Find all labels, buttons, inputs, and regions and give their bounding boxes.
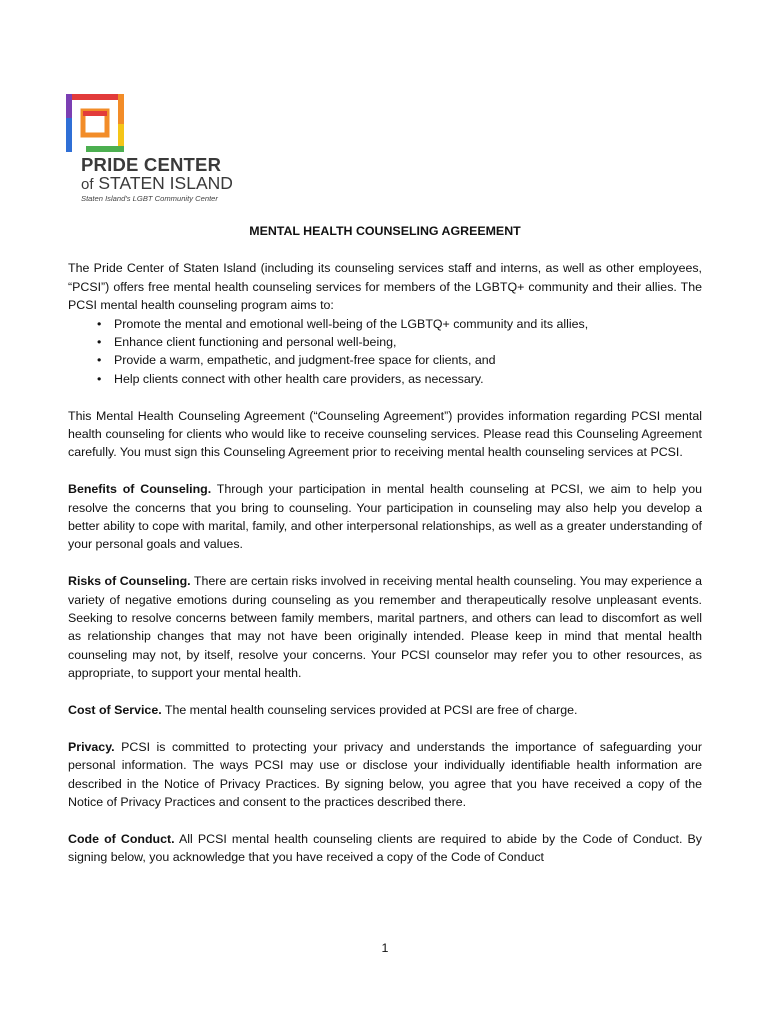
logo-bar-purple — [66, 94, 72, 118]
logo-bar-blue — [66, 114, 72, 152]
logo-inner-accent — [83, 111, 107, 116]
list-item — [97, 333, 702, 351]
section-heading: Code of Conduct. — [68, 831, 175, 846]
rainbow-square-logo-icon — [66, 94, 124, 152]
logo-sub-name: STATEN ISLAND — [93, 173, 233, 193]
intro-paragraph: The Pride Center of Staten Island (including its counseling services staff and interns, as well as other employees, “PCSI”) offers free mental health counseling services for members of the LGBTQ+ community and their allies. The PCSI mental health counseling program aims to: — [68, 261, 702, 313]
benefits-section — [68, 480, 702, 554]
section-text: Through your participation in mental health counseling at PCSI, we aim to help you resolve the concerns that you bring to counseling. Your participation in counseling may also help you develop a better ability to cope with marital, family, and other interpersonal relationships, as well as a greater understanding of your personal goals and values. — [68, 482, 702, 552]
list-item-text: Provide a warm, empathetic, and judgment-free space for clients, and — [114, 353, 496, 368]
bullet-icon: • — [97, 316, 102, 331]
list-item-text: Promote the mental and emotional well-being of the LGBTQ+ community and its allies, — [114, 316, 589, 331]
section-heading: Cost of Service. — [68, 703, 162, 718]
section-heading: Privacy. — [68, 739, 115, 754]
cost-section — [68, 701, 702, 719]
document-title: MENTAL HEALTH COUNSELING AGREEMENT — [249, 224, 521, 238]
page-number: 1 — [381, 941, 389, 955]
agreement-paragraph: This Mental Health Counseling Agreement (“Counseling Agreement”) provides information regarding PCSI mental health counseling for clients who would like to receive counseling services. Please read this Counseling Agreement carefully. You must sign this Counseling Agreement prior to receiving mental health counseling services at PCSI. — [68, 408, 702, 460]
bullet-icon: • — [97, 335, 102, 350]
list-item — [97, 351, 702, 369]
section-text: PCSI is committed to protecting your privacy and understands the importance of safeguarding your personal information. The ways PCSI may use or disclose your individually identifiable health information are described in the Notice of Privacy Practices. By signing below, you agree that you have received a copy of the Notice of Privacy Practices and consent to the practices described there. — [68, 739, 702, 810]
document-body — [68, 222, 702, 885]
logo-title: PRIDE CENTER — [81, 154, 222, 175]
bullet-icon: • — [97, 371, 102, 386]
logo-bar-red — [66, 94, 124, 100]
logo-bar-green — [86, 146, 124, 152]
section-text: All PCSI mental health counseling clients are required to abide by the Code of Conduct. By signing below, you acknowledge that you have received a copy of the Code of Conduct — [68, 831, 702, 865]
aims-list — [68, 315, 702, 389]
logo-tagline: Staten Island's LGBT Community Center — [81, 194, 218, 203]
code-of-conduct-section — [68, 830, 702, 867]
list-item — [97, 315, 702, 333]
section-heading: Benefits of Counseling. — [68, 482, 212, 497]
pride-center-logo — [66, 94, 236, 212]
list-item — [97, 370, 702, 388]
privacy-section — [68, 738, 702, 812]
section-text: The mental health counseling services provided at PCSI are free of charge. — [161, 703, 578, 718]
risks-section — [68, 572, 702, 682]
list-item-text: Enhance client functioning and personal well-being, — [114, 335, 397, 350]
logo-sub-of: of — [81, 176, 94, 193]
bullet-icon: • — [97, 353, 102, 368]
section-text: There are certain risks involved in receiving mental health counseling. You may experience a variety of negative emotions during counseling as you remember and therapeutically resolve unpleasant events. Seeking to resolve concerns between family members, marital partners, and others can lead to discomfort as well as relationship changes that may not have been originally intended. Please keep in mind that mental health counseling may not, by itself, resolve your concerns. Your PCSI counselor may refer you to other resources, as appropriate, to support your mental health. — [68, 574, 702, 681]
section-heading: Risks of Counseling. — [68, 574, 191, 589]
list-item-text: Help clients connect with other health care providers, as necessary. — [114, 371, 484, 386]
logo-subtitle — [81, 173, 233, 194]
